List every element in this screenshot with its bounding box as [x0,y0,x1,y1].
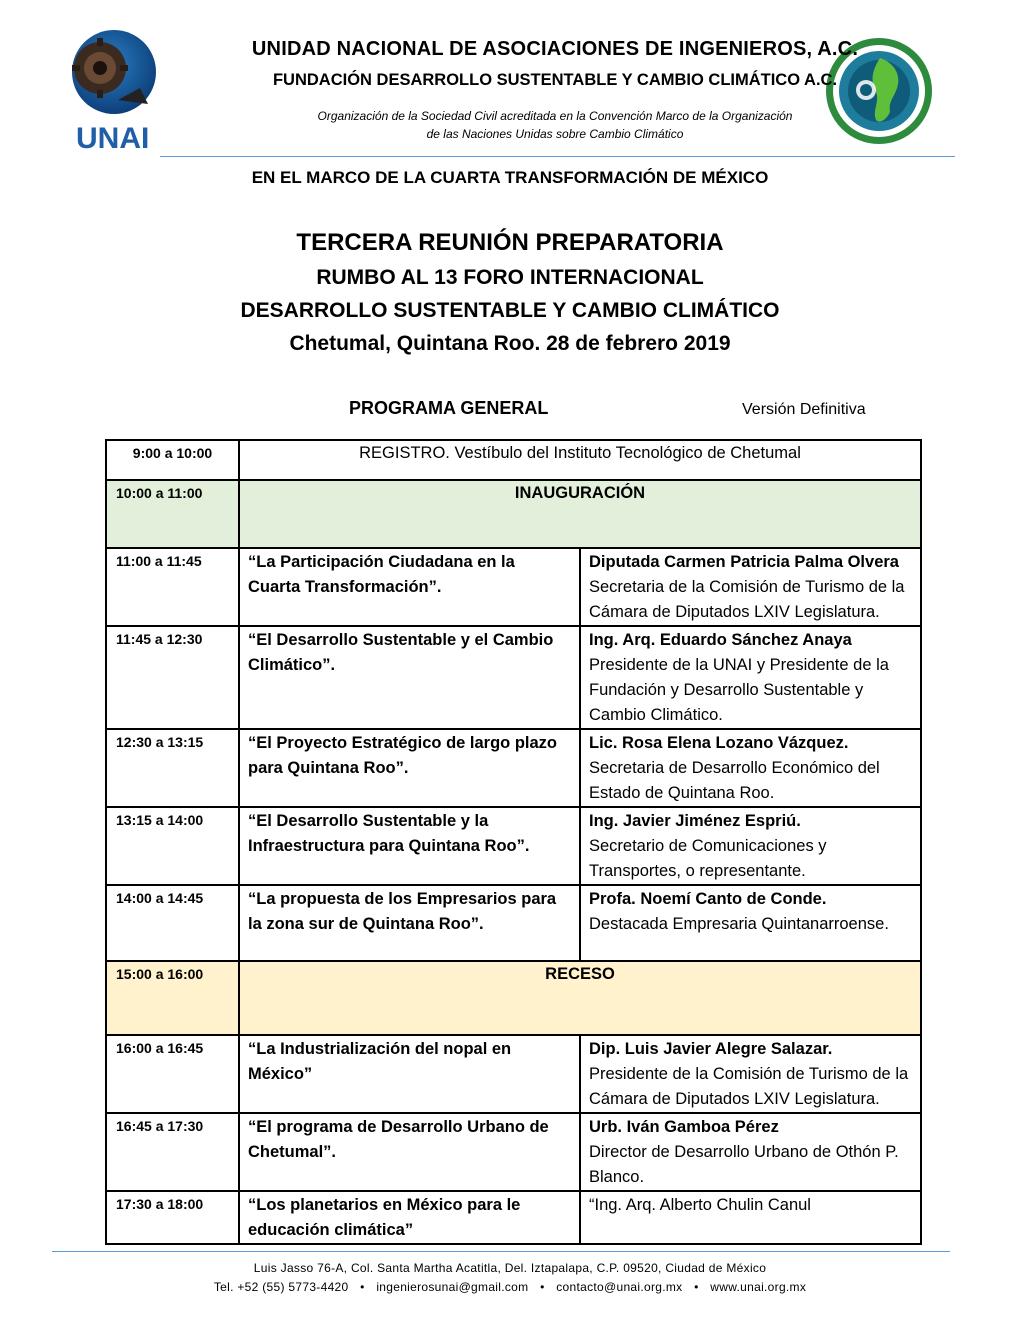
schedule-row [106,885,921,961]
speaker-cell [580,885,921,961]
title-line-3: DESARROLLO SUSTENTABLE Y CAMBIO CLIMÁTICO [240,299,780,322]
unai-logo [70,30,160,150]
schedule-row [106,1113,921,1191]
title-line-4: Chetumal, Quintana Roo. 28 de febrero 2019 [289,332,731,355]
schedule-row [106,961,921,1035]
speaker-name: Diputada Carmen Patricia Palma Olvera [589,553,899,571]
schedule-row [106,480,921,548]
program-label: PROGRAMA GENERAL [349,398,549,418]
footer-address: Luis Jasso 76-A, Col. Santa Martha Acatitla, Del. Iztapalapa, C.P. 09520, Ciudad de México [253,1261,767,1275]
speaker-cell [580,1113,921,1191]
speaker-name: Lic. Rosa Elena Lozano Vázquez. [589,734,849,752]
speaker-cell [580,1191,921,1244]
title-line-2: RUMBO AL 13 FORO INTERNACIONAL [316,266,704,289]
version-label: Versión Definitiva [742,401,866,418]
schedule-row [106,1191,921,1244]
time-cell: 11:45 a 12:30 [106,626,239,729]
org-title: UNIDAD NACIONAL DE ASOCIACIONES DE INGENIEROS, A.C. [251,38,859,60]
speaker-name: Ing. Arq. Eduardo Sánchez Anaya [589,631,852,649]
schedule-row [106,548,921,626]
speaker-role: Director de Desarrollo Urbano de Othón P. Blanco. [589,1143,899,1186]
time-cell: 16:45 a 17:30 [106,1113,239,1191]
speaker-role: Presidente de la Comisión de Turismo de la Cámara de Diputados LXIV Legislatura. [589,1065,909,1108]
footer-website[interactable]: www.unai.org.mx [710,1280,807,1294]
recess-cell: RECESO [239,961,921,1035]
footer-email-1[interactable]: ingenierosunai@gmail.com [376,1280,529,1294]
speaker-role: Secretaria de Desarrollo Económico del Estado de Quintana Roo. [589,759,880,802]
schedule-row [106,729,921,807]
speaker-cell [580,729,921,807]
time-cell: 10:00 a 11:00 [106,480,239,548]
topic-cell: “La Industrialización del nopal en México” [239,1035,580,1113]
topic-cell: “El programa de Desarrollo Urbano de Chetumal”. [239,1113,580,1191]
inauguration-cell: INAUGURACIÓN [239,480,921,548]
footer-email-2[interactable]: contacto@unai.org.mx [556,1280,683,1294]
unai-logo-text: UNAI [76,122,150,150]
time-cell: 17:30 a 18:00 [106,1191,239,1244]
schedule-table [105,439,922,1245]
speaker-role: Presidente de la UNAI y Presidente de la Fundación y Desarrollo Sustentable y Cambio Climático. [589,656,889,724]
topic-cell: “El Desarrollo Sustentable y la Infraestructura para Quintana Roo”. [239,807,580,885]
topic-cell: “Los planetarios en México para le educación climática” [239,1191,580,1244]
speaker-role: Destacada Empresaria Quintanarroense. [589,915,889,933]
time-cell: 12:30 a 13:15 [106,729,239,807]
speaker-name: Dip. Luis Javier Alegre Salazar. [589,1040,833,1058]
footer-phone: Tel. +52 (55) 5773-4420 [213,1280,349,1294]
foundation-title: FUNDACIÓN DESARROLLO SUSTENTABLE Y CAMBIO CLIMÁTICO A.C. [272,71,838,89]
speaker-role: “Ing. Arq. Alberto Chulin Canul [589,1196,811,1214]
speaker-cell [580,807,921,885]
topic-cell: “La Participación Ciudadana en la Cuarta Transformación”. [239,548,580,626]
framework-heading: EN EL MARCO DE LA CUARTA TRANSFORMACIÓN DE MÉXICO [251,168,769,187]
time-cell: 15:00 a 16:00 [106,961,239,1035]
registration-cell: REGISTRO. Vestíbulo del Instituto Tecnológico de Chetumal [239,440,921,480]
topic-cell: “El Desarrollo Sustentable y el Cambio Climático”. [239,626,580,729]
accreditation-note [170,107,940,143]
footer-separator: • [540,1280,545,1294]
schedule-row [106,807,921,885]
footer-separator: • [360,1280,365,1294]
footer-contacts [0,1280,1020,1294]
accreditation-line-2: de las Naciones Unidas sobre Cambio Climático [426,127,684,141]
footer-divider [52,1251,950,1252]
speaker-cell [580,626,921,729]
schedule-row [106,440,921,480]
footer-separator: • [694,1280,699,1294]
schedule-row [106,1035,921,1113]
speaker-name: Ing. Javier Jiménez Espriú. [589,812,801,830]
header-divider [160,156,955,157]
title-line-1: TERCERA REUNIÓN PREPARATORIA [296,229,724,256]
speaker-name: Profa. Noemí Canto de Conde. [589,890,827,908]
speaker-cell [580,548,921,626]
speaker-role: Secretario de Comunicaciones y Transportes, o representante. [589,837,827,880]
time-cell: 13:15 a 14:00 [106,807,239,885]
schedule-row [106,626,921,729]
speaker-role: Secretaria de la Comisión de Turismo de la Cámara de Diputados LXIV Legislatura. [589,578,905,621]
time-cell: 14:00 a 14:45 [106,885,239,961]
time-cell: 9:00 a 10:00 [106,440,239,480]
accreditation-line-1: Organización de la Sociedad Civil acreditada en la Convención Marco de la Organización [317,109,793,123]
topic-cell: “La propuesta de los Empresarios para la zona sur de Quintana Roo”. [239,885,580,961]
time-cell: 16:00 a 16:45 [106,1035,239,1113]
speaker-name: Urb. Iván Gamboa Pérez [589,1118,779,1136]
time-cell: 11:00 a 11:45 [106,548,239,626]
topic-cell: “El Proyecto Estratégico de largo plazo para Quintana Roo”. [239,729,580,807]
speaker-cell [580,1035,921,1113]
